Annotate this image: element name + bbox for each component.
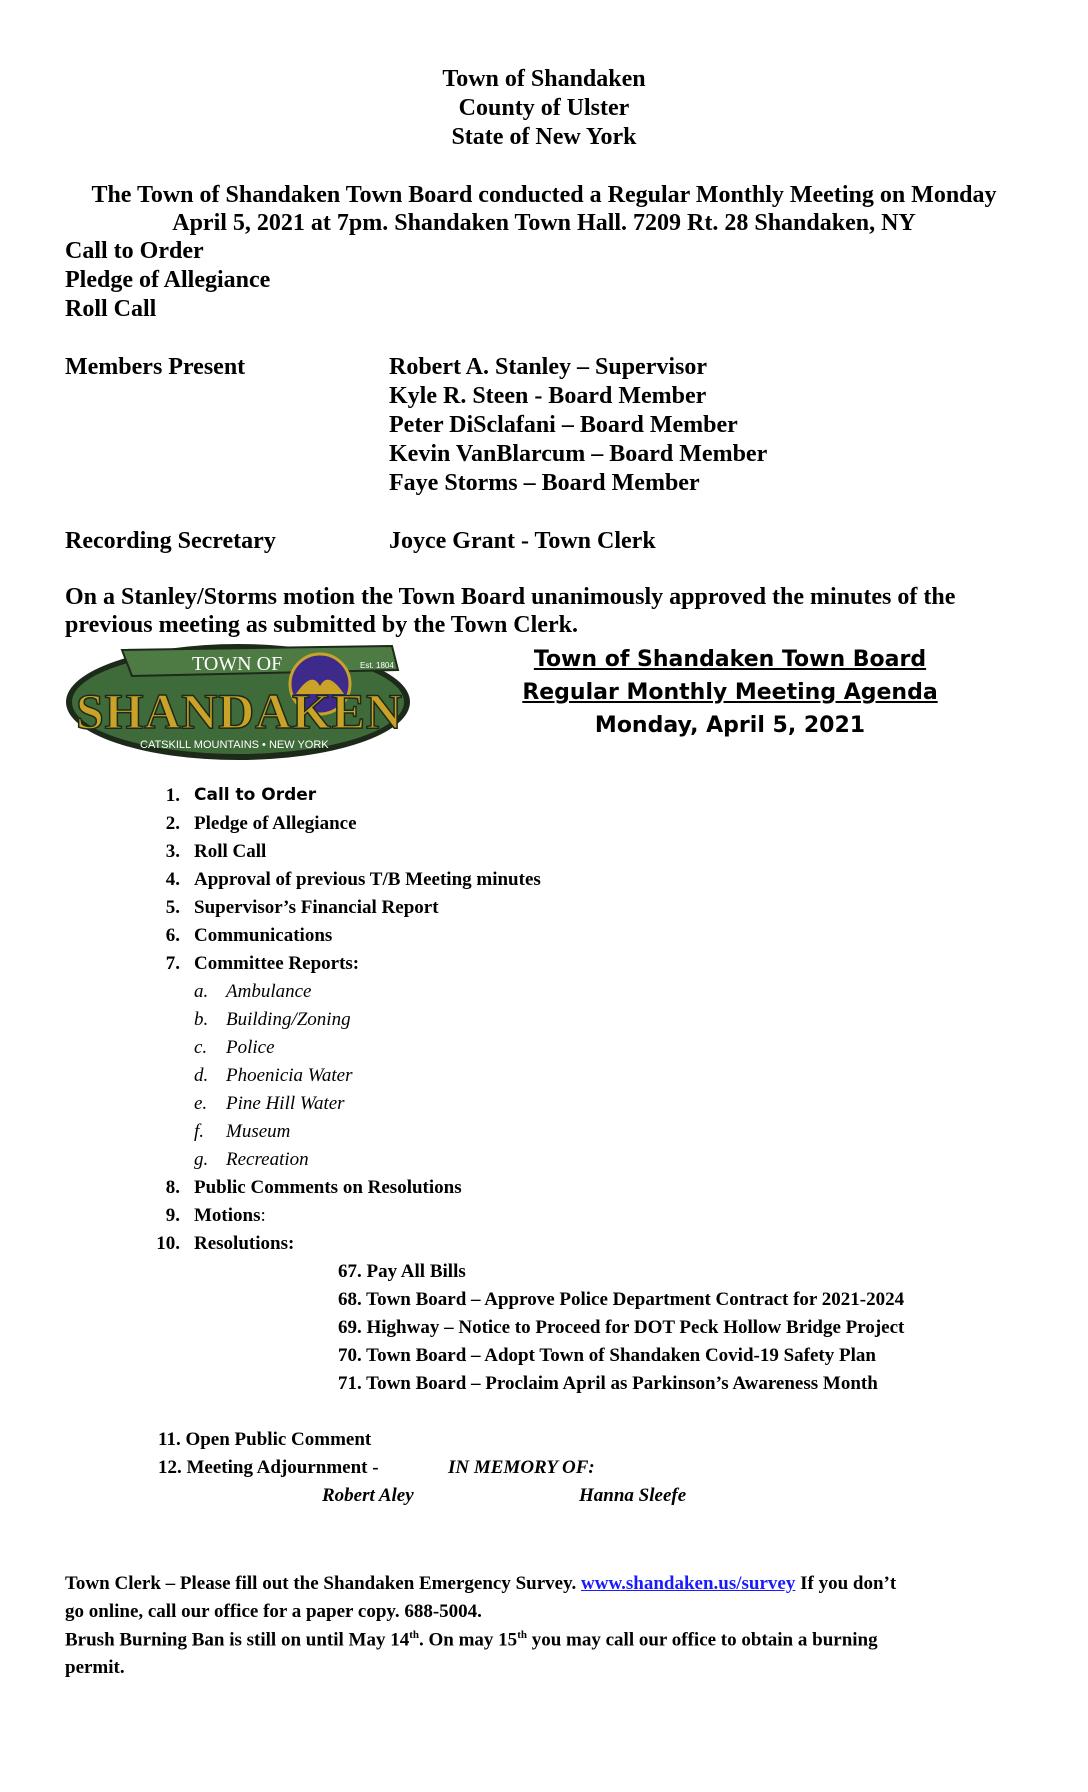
shandaken-logo xyxy=(62,640,414,764)
memory-name: Robert Aley xyxy=(322,1485,414,1506)
logo-subtitle: CATSKILL MOUNTAINS • NEW YORK xyxy=(140,739,329,751)
logo-banner: TOWN OF xyxy=(192,653,283,675)
meeting-adjournment: 12. Meeting Adjournment - xyxy=(158,1457,379,1478)
committee-item: d. Phoenicia Water xyxy=(194,1065,353,1086)
state-name: State of New York xyxy=(451,124,637,150)
logo-name: SHANDAKEN xyxy=(76,683,402,739)
intro-line-1: The Town of Shandaken Town Board conducted a Regular Monthly Meeting on Monday xyxy=(91,182,997,208)
open-public-comment: 11. Open Public Comment xyxy=(158,1429,372,1450)
document-page: Town of Shandaken County of Ulster State of New York The Town of Shandaken Town Board conducted a Regular Monthly Meeting on Monday April 5, 2021 at 7pm. Shandaken Town Hall. 7209 Rt. 28 Shandaken, NY Call to Order Pledge of Allegiance Roll Call Members Present Robert A. Stanley – Supervisor Kyle R. Steen - Board Member Peter DiSclafani – Board Member Kevin VanBlarcum – Board Member Faye Storms – Board Member Recording Secretary Joyce Grant - Town Clerk On a Stanley/Storms motion the Town Board unanimously approved the minutes of the previous meeting as submitted by the Town Clerk. TOWN OF Est. 1804 SHANDAKEN CATSKILL MOUNTAINS • NEW YORK Town of Shandaken Town Board Regular Monthly Meeting Agenda Monday, April 5, 2021 1. Call to Order 2. Pledge of Allegiance 3. Roll Call 4. Approval of previous T/B Meeting minutes 5. Supervisor’s Financial Report 6. Communications 7. Committee Reports: a. Ambulance b. Building/Zoning c. Police d. Phoenicia Water e. Pine Hill Water f. Museum g. Recreation 8. Public Comments on Resolutions 9. Motions: 10. Resolutions: 67. Pay All Bills 68. Town Board – Approve Police Department Contract for 2021-2024 69. Highway – Notice to Proceed for DOT Peck Hollow Bridge Project 70. Town Board – Adopt Town of Shandaken Covid-19 Safety Plan 71. Town Board – Proclaim April as Parkinson’s Awareness Month 11. Open Public Comment 12. Meeting Adjournment - IN MEMORY OF: Robert Aley Hanna Sleefe Town Clerk – Please fill out the Shandaken Emergency Survey. www.shandaken.us/survey If you don’t go online, call our office for a paper copy. 688-5004. Brush Burning Ban is still on until May 14th. On may 15th you may call our office to obtain a burning permit. xyxy=(0,0,1088,1792)
members-present-label: Members Present xyxy=(65,354,246,380)
county-name: County of Ulster xyxy=(458,95,630,121)
survey-link[interactable]: www.shandaken.us/survey xyxy=(581,1573,796,1594)
committee-item: f. Museum xyxy=(194,1121,291,1142)
member: Kyle R. Steen - Board Member xyxy=(389,383,707,409)
member: Faye Storms – Board Member xyxy=(389,470,700,496)
member: Peter DiSclafani – Board Member xyxy=(389,412,738,438)
motion-line-2: previous meeting as submitted by the Town Clerk. xyxy=(65,612,578,638)
intro-line-2: April 5, 2021 at 7pm. Shandaken Town Hall. 7209 Rt. 28 Shandaken, NY xyxy=(172,210,916,236)
town-name: Town of Shandaken xyxy=(442,66,646,92)
agenda-date: Monday, April 5, 2021 xyxy=(594,713,866,738)
survey-notice-line-2: go online, call our office for a paper copy. 688-5004. xyxy=(65,1601,482,1622)
memory-name: Hanna Sleefe xyxy=(579,1485,687,1506)
logo-est: Est. 1804 xyxy=(360,661,394,670)
burn-ban-line-2: permit. xyxy=(65,1657,125,1678)
recording-secretary-label: Recording Secretary xyxy=(65,528,276,554)
burn-ban-line-1: Brush Burning Ban is still on until May 14th. On may 15th you may call our office to obtain a burning xyxy=(65,1629,878,1651)
in-memory-of: IN MEMORY OF: xyxy=(448,1457,595,1478)
call-to-order: Call to Order xyxy=(65,238,204,264)
agenda-title-1: Town of Shandaken Town Board xyxy=(533,647,927,672)
committee-item: c. Police xyxy=(194,1037,275,1058)
committee-item: e. Pine Hill Water xyxy=(194,1093,345,1114)
committee-item: a. Ambulance xyxy=(194,981,312,1002)
resolution-item: 69. Highway – Notice to Proceed for DOT Peck Hollow Bridge Project xyxy=(338,1317,905,1338)
pledge-of-allegiance: Pledge of Allegiance xyxy=(65,267,271,293)
committee-item: g. Recreation xyxy=(194,1149,309,1170)
survey-notice-line-1: Town Clerk – Please fill out the Shandaken Emergency Survey. www.shandaken.us/survey If you don’t xyxy=(65,1573,897,1594)
member: Kevin VanBlarcum – Board Member xyxy=(389,441,768,467)
resolution-item: 67. Pay All Bills xyxy=(338,1261,466,1282)
committee-item: b. Building/Zoning xyxy=(194,1009,351,1030)
motion-line-1: On a Stanley/Storms motion the Town Board unanimously approved the minutes of the xyxy=(65,584,956,610)
recording-secretary-name: Joyce Grant - Town Clerk xyxy=(389,528,656,554)
roll-call: Roll Call xyxy=(65,296,157,322)
agenda-title-2: Regular Monthly Meeting Agenda xyxy=(522,680,938,705)
resolution-item: 70. Town Board – Adopt Town of Shandaken Covid-19 Safety Plan xyxy=(338,1345,876,1366)
resolution-item: 68. Town Board – Approve Police Department Contract for 2021-2024 xyxy=(338,1289,905,1310)
resolution-item: 71. Town Board – Proclaim April as Parkinson’s Awareness Month xyxy=(338,1373,878,1394)
member: Robert A. Stanley – Supervisor xyxy=(389,354,707,380)
